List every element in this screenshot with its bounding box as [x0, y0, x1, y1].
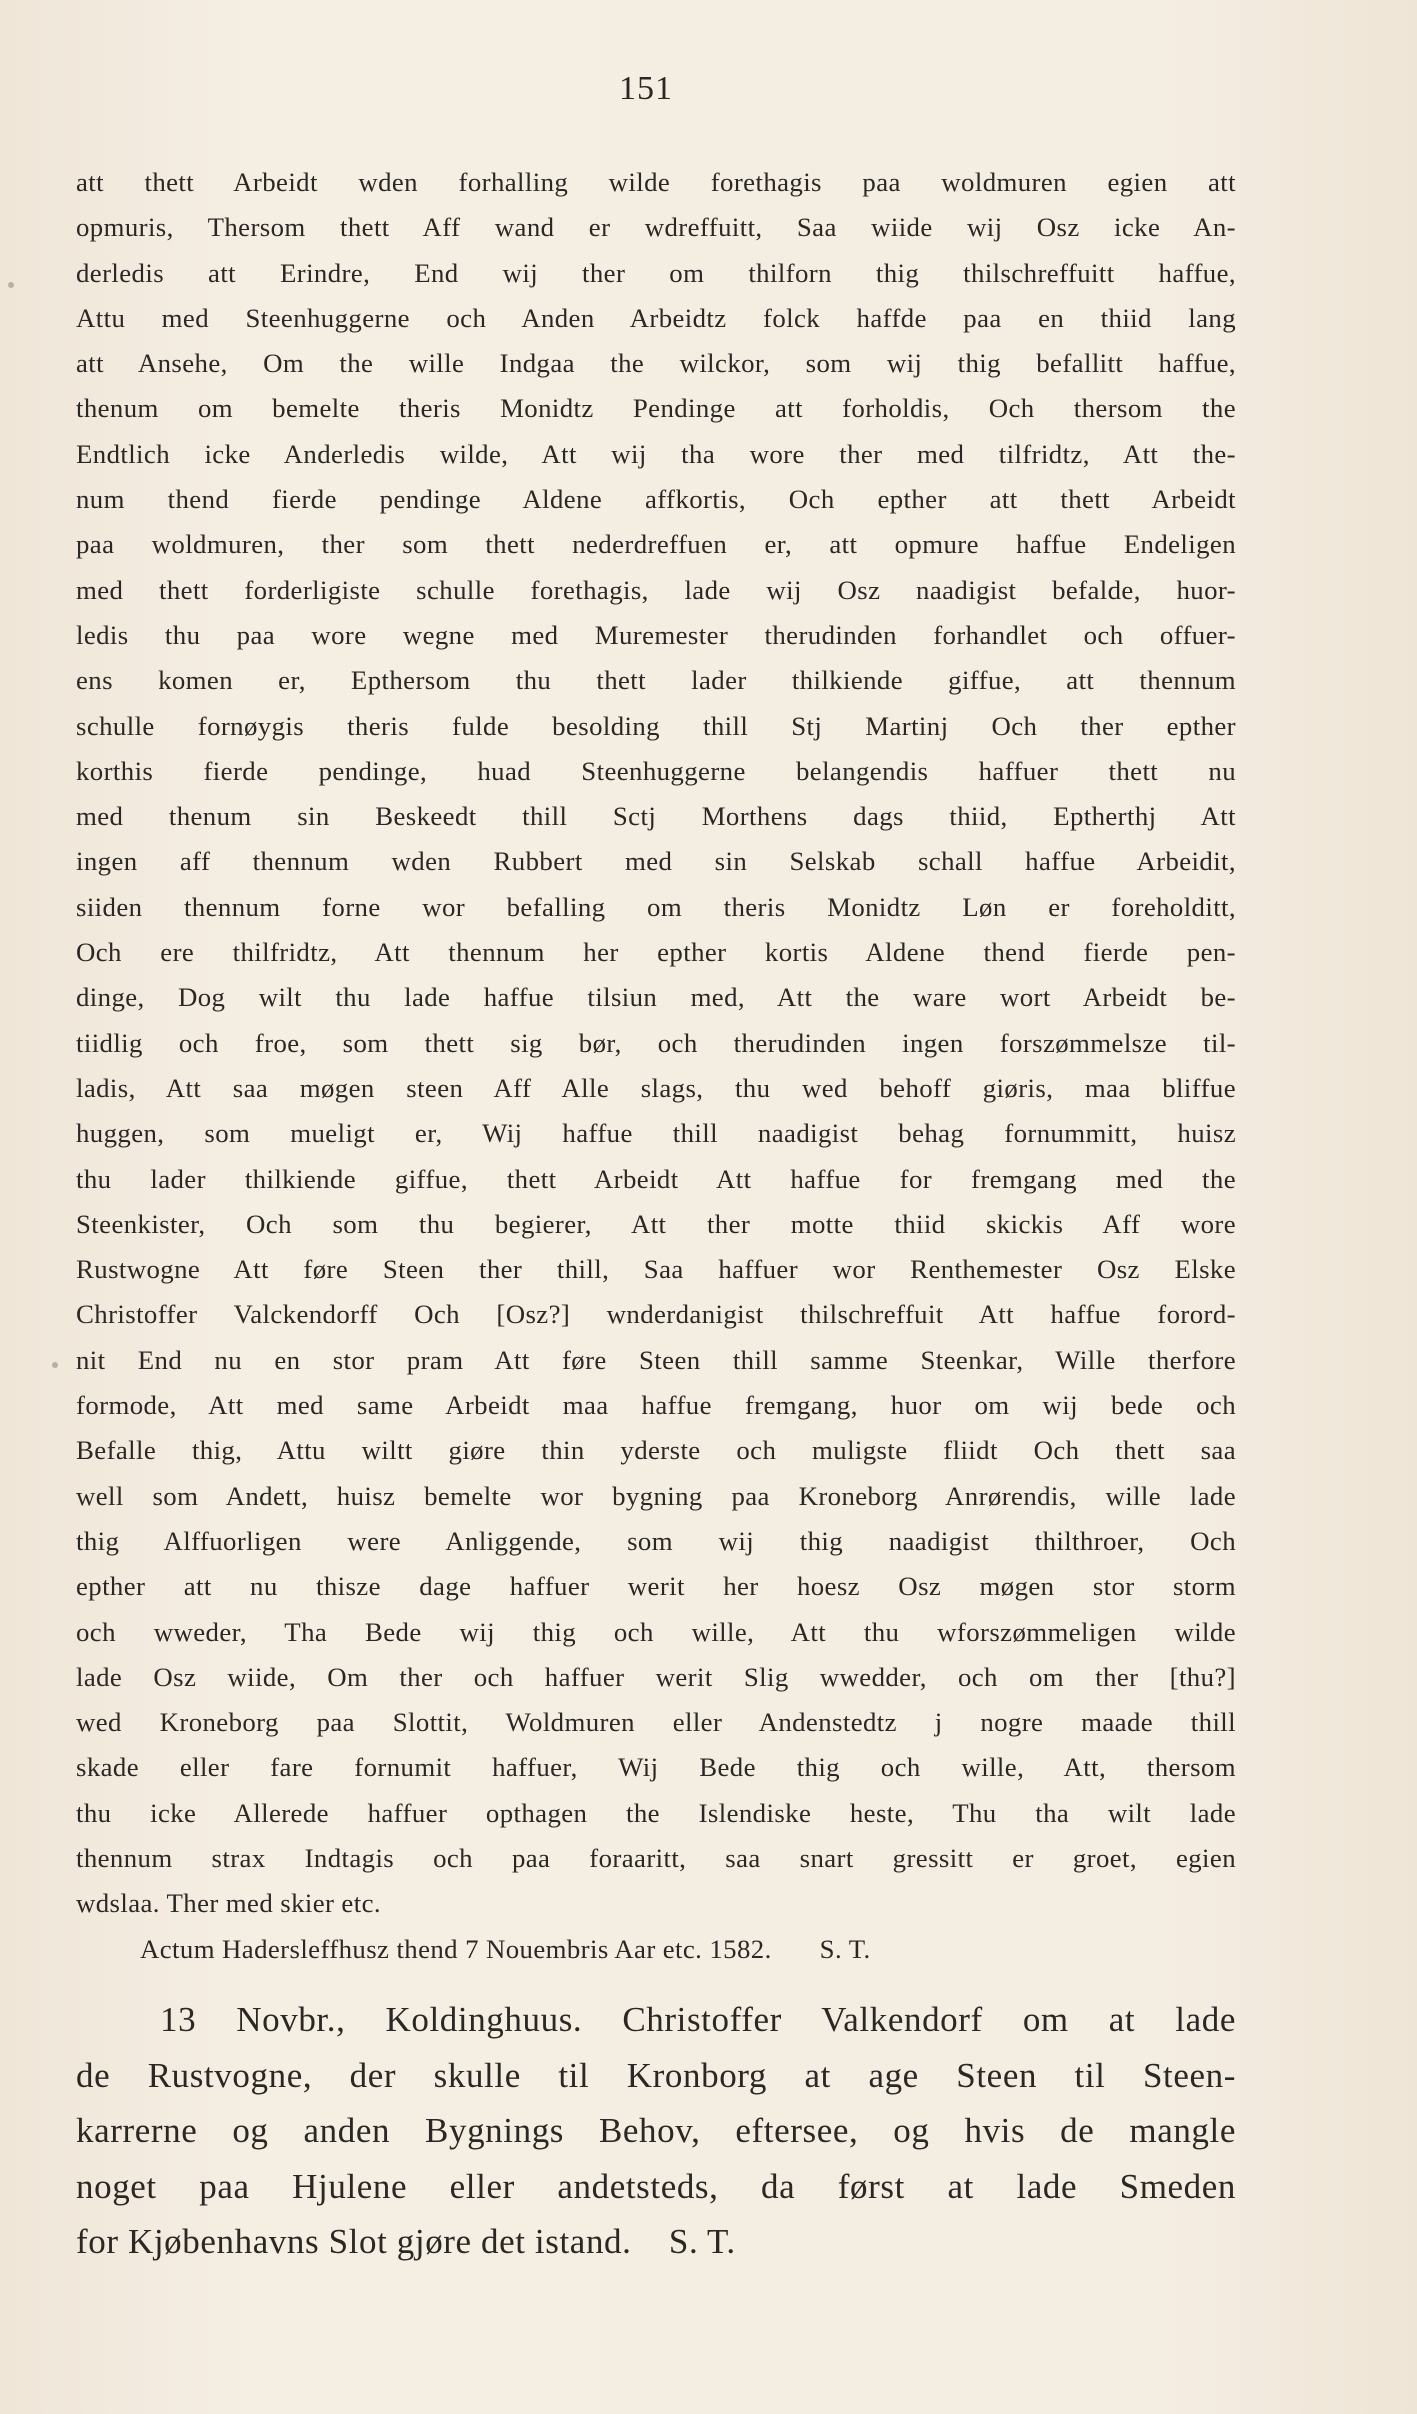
- text-line: num thend fierde pendinge Aldene affkortis, Och epther att thett Arbeidt: [76, 484, 1236, 515]
- text-line: Attu med Steenhuggerne och Anden Arbeidtz folck haffde paa en thiid lang: [76, 302, 1236, 333]
- text-line: wed Kroneborg paa Slottit, Woldmuren eller Andenstedtz j nogre maade thill: [76, 1707, 1236, 1738]
- text-line: siiden thennum forne wor befalling om theris Monidtz Løn er foreholditt,: [76, 891, 1236, 922]
- text-line: med thett forderligiste schulle forethagis, lade wij Osz naadigist befalde, huor-: [76, 574, 1236, 605]
- dateline: [76, 1927, 1190, 1972]
- text-line: well som Andett, huisz bemelte wor bygning paa Kroneborg Anrørendis, wille lade: [76, 1480, 1236, 1511]
- text-line-last: wdslaa. Ther med skier etc.: [76, 1888, 381, 1919]
- margin-dot: [52, 1362, 58, 1368]
- text-line: Och ere thilfridtz, Att thennum her epther kortis Aldene thend fierde pen-: [76, 937, 1236, 968]
- signature-initials: S. T.: [819, 1933, 871, 1964]
- text-line: epther att nu thisze dage haffuer werit her hoesz Osz møgen stor storm: [76, 1571, 1236, 1602]
- text-line: thig Alffuorligen were Anliggende, som wij thig naadigist thilthroer, Och: [76, 1525, 1236, 1556]
- text-line: thu icke Allerede haffuer opthagen the Islendiske heste, Thu tha wilt lade: [76, 1797, 1236, 1828]
- letter-body: [76, 160, 1236, 1972]
- text-line: ens komen er, Epthersom thu thett lader thilkiende giffue, att thennum: [76, 665, 1236, 696]
- text-line: ingen aff thennum wden Rubbert med sin Selskab schall haffue Arbeidit,: [76, 846, 1236, 877]
- summary-line: noget paa Hjulene eller andetsteds, da først at lade Smeden: [76, 2166, 1236, 2206]
- text-line: paa woldmuren, ther som thett nederdreffuen er, att opmure haffue Endeligen: [76, 529, 1236, 560]
- text-line: Christoffer Valckendorff Och [Osz?] wnderdanigist thilschreffuit Att haffue forord-: [76, 1299, 1236, 1330]
- page-number: 151: [619, 70, 673, 107]
- summary-line-last: for Kjøbenhavns Slot gjøre det istand. S. T.: [76, 2222, 736, 2261]
- summary-line: de Rustvogne, der skulle til Kronborg at age Steen til Steen-: [76, 2055, 1236, 2095]
- text-line: formode, Att med same Arbeidt maa haffue fremgang, huor om wij bede och: [76, 1390, 1236, 1421]
- text-line: Rustwogne Att føre Steen ther thill, Saa haffuer wor Renthemester Osz Elske: [76, 1254, 1236, 1285]
- text-line: Endtlich icke Anderledis wilde, Att wij tha wore ther med tilfridtz, Att the-: [76, 438, 1236, 469]
- text-line: korthis fierde pendinge, huad Steenhuggerne belangendis haffuer thett nu: [76, 755, 1236, 786]
- text-line: lade Osz wiide, Om ther och haffuer werit Slig wwedder, och om ther [thu?]: [76, 1661, 1236, 1692]
- text-line: att Ansehe, Om the wille Indgaa the wilckor, som wij thig befallitt haffue,: [76, 348, 1236, 379]
- margin-dot: [8, 282, 14, 288]
- text-line: thu lader thilkiende giffue, thett Arbeidt Att haffue for fremgang med the: [76, 1163, 1236, 1194]
- summary-line: karrerne og anden Bygnings Behov, eftersee, og hvis de mangle: [76, 2111, 1236, 2150]
- text-line: ledis thu paa wore wegne med Muremester therudinden forhandlet och offuer-: [76, 619, 1236, 650]
- text-line: huggen, som mueligt er, Wij haffue thill naadigist behag fornummitt, huisz: [76, 1118, 1236, 1149]
- text-line: opmuris, Thersom thett Aff wand er wdreffuitt, Saa wiide wij Osz icke An-: [76, 212, 1236, 243]
- text-line: tiidlig och froe, som thett sig bør, och therudinden ingen forszømmelsze til-: [76, 1027, 1236, 1058]
- dateline-text: Actum Hadersleffhusz thend 7 Nouembris Aar etc. 1582.: [140, 1933, 772, 1964]
- editorial-summary: [76, 1992, 1236, 2270]
- summary-line: 13 Novbr., Koldinghuus. Christoffer Valkendorf om at lade: [160, 2000, 1236, 2039]
- text-line: ladis, Att saa møgen steen Aff Alle slags, thu wed behoff giøris, maa bliffue: [76, 1072, 1236, 1103]
- text-line: derledis att Erindre, End wij ther om thilforn thig thilschreffuitt haffue,: [76, 257, 1236, 288]
- text-line: Steenkister, Och som thu begierer, Att ther motte thiid skickis Aff wore: [76, 1208, 1236, 1239]
- text-line: Befalle thig, Attu wiltt giøre thin yderste och muligste fliidt Och thett saa: [76, 1435, 1236, 1466]
- text-line: schulle fornøygis theris fulde besolding thill Stj Martinj Och ther epther: [76, 710, 1236, 741]
- text-line: att thett Arbeidt wden forhalling wilde forethagis paa woldmuren egien att: [76, 167, 1236, 197]
- text-line: thenum om bemelte theris Monidtz Pendinge att forholdis, Och thersom the: [76, 393, 1236, 424]
- text-line: med thenum sin Beskeedt thill Sctj Morthens dags thiid, Eptherthj Att: [76, 801, 1236, 832]
- text-line: dinge, Dog wilt thu lade haffue tilsiun med, Att the ware wort Arbeidt be-: [76, 982, 1236, 1013]
- text-line: nit End nu en stor pram Att føre Steen thill samme Steenkar, Wille therfore: [76, 1344, 1236, 1375]
- text-line: thennum strax Indtagis och paa foraaritt, saa snart gressitt er groet, egien: [76, 1842, 1236, 1873]
- text-line: skade eller fare fornumit haffuer, Wij Bede thig och wille, Att, thersom: [76, 1752, 1236, 1783]
- text-line: och wweder, Tha Bede wij thig och wille, Att thu wforszømmeligen wilde: [76, 1616, 1236, 1647]
